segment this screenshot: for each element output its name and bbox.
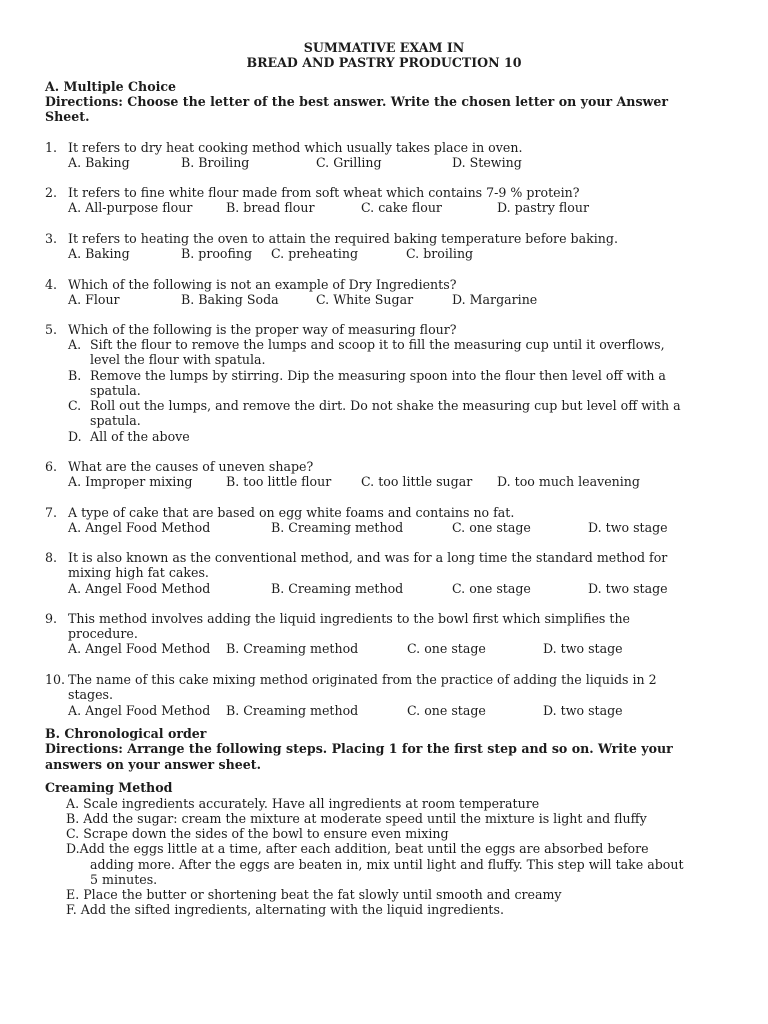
step-d-cont: adding more. After the eggs are beaten in, mix until light and fluffy. This step will take about (90, 857, 684, 872)
option-b: B. Creaming method (271, 581, 404, 596)
question-number: 4. (45, 277, 58, 292)
option-c-letter: C. (68, 398, 82, 413)
step-c: C. Scrape down the sides of the bowl to ensure even mixing (66, 826, 449, 841)
option-b: B. Broiling (181, 155, 250, 170)
option-b: B. Baking Soda (181, 292, 279, 307)
option-b-letter: B. (68, 368, 82, 383)
question-text: What are the causes of uneven shape? (68, 459, 314, 474)
step-d: D.Add the eggs little at a time, after each addition, beat until the eggs are absorbed before (66, 841, 649, 856)
option-d: C. broiling (406, 246, 474, 261)
question-number: 10. (45, 672, 66, 687)
option-c: Roll out the lumps, and remove the dirt. Do not shake the measuring cup but level off with a (90, 398, 681, 413)
option-d: D. too much leavening (497, 474, 640, 489)
option-c: C. one stage (407, 641, 486, 656)
question-text: It refers to fine white flour made from soft wheat which contains 7-9 % protein? (68, 185, 580, 200)
option-a: A. Angel Food Method (68, 703, 211, 718)
section-a-directions-cont: Sheet. (45, 109, 90, 124)
option-c: C. White Sugar (316, 292, 414, 307)
step-e: E. Place the butter or shortening beat the fat slowly until smooth and creamy (66, 887, 562, 902)
option-a-cont: level the flour with spatula. (90, 352, 266, 367)
option-c: C. cake flour (361, 200, 442, 215)
step-d-cont-2: 5 minutes. (90, 872, 158, 887)
option-c: C. one stage (452, 520, 531, 535)
section-b-directions: Directions: Arrange the following steps. Placing 1 for the first step and so on. Write your (45, 741, 673, 756)
option-c: C. Grilling (316, 155, 382, 170)
option-d: D. two stage (543, 641, 623, 656)
option-b: B. Creaming method (226, 641, 359, 656)
section-b-directions-cont: answers on your answer sheet. (45, 757, 261, 772)
option-c-cont: spatula. (90, 413, 141, 428)
question-text: It is also known as the conventional method, and was for a long time the standard method for (68, 550, 668, 565)
option-a: A. Improper mixing (68, 474, 193, 489)
question-text-cont: procedure. (68, 626, 138, 641)
question-number: 6. (45, 459, 58, 474)
step-a: A. Scale ingredients accurately. Have all ingredients at room temperature (66, 796, 540, 811)
option-b: B. too little flour (226, 474, 332, 489)
option-b-cont: spatula. (90, 383, 141, 398)
option-b: B. proofing (181, 246, 253, 261)
question-number: 3. (45, 231, 58, 246)
question-text: This method involves adding the liquid ingredients to the bowl first which simplifies the (68, 611, 631, 626)
option-a: A. Baking (68, 155, 130, 170)
section-a-directions: Directions: Choose the letter of the best answer. Write the chosen letter on your Answer (45, 94, 669, 109)
option-c: C. preheating (271, 246, 359, 261)
section-a-heading: A. Multiple Choice (45, 79, 177, 94)
option-a: A. All-purpose flour (68, 200, 193, 215)
option-b: B. Creaming method (271, 520, 404, 535)
question-number: 5. (45, 322, 58, 337)
question-text: A type of cake that are based on egg white foams and contains no fat. (68, 505, 515, 520)
option-b: B. Creaming method (226, 703, 359, 718)
question-number: 7. (45, 505, 58, 520)
question-text: Which of the following is not an example of Dry Ingredients? (68, 277, 457, 292)
question-number: 9. (45, 611, 58, 626)
question-text: The name of this cake mixing method originated from the practice of adding the liquids in 2 (68, 672, 657, 687)
option-a: A. Flour (68, 292, 120, 307)
option-a: A. Angel Food Method (68, 641, 211, 656)
question-text: It refers to dry heat cooking method which usually takes place in oven. (68, 140, 523, 155)
exam-title: SUMMATIVE EXAM IN (303, 40, 465, 55)
option-d-letter: D. (68, 429, 82, 444)
question-text: It refers to heating the oven to attain the required baking temperature before baking. (68, 231, 618, 246)
option-b: Remove the lumps by stirring. Dip the measuring spoon into the flour then level off with a (90, 368, 666, 383)
option-c: C. one stage (407, 703, 486, 718)
option-a-letter: A. (68, 337, 82, 352)
section-b-heading: B. Chronological order (45, 726, 207, 741)
step-b: B. Add the sugar: cream the mixture at moderate speed until the mixture is light and fluffy (66, 811, 647, 826)
creaming-method-heading: Creaming Method (45, 780, 173, 795)
option-b: B. bread flour (226, 200, 315, 215)
option-d: D. two stage (543, 703, 623, 718)
option-d: D. pastry flour (497, 200, 589, 215)
option-d: D. two stage (588, 520, 668, 535)
question-number: 1. (45, 140, 58, 155)
question-text: Which of the following is the proper way of measuring flour? (68, 322, 457, 337)
option-a: A. Baking (68, 246, 130, 261)
step-f: F. Add the sifted ingredients, alternating with the liquid ingredients. (66, 902, 504, 917)
option-d: D. Margarine (452, 292, 538, 307)
option-a: A. Angel Food Method (68, 520, 211, 535)
option-d: D. two stage (588, 581, 668, 596)
option-d: All of the above (90, 429, 190, 444)
question-number: 2. (45, 185, 58, 200)
question-number: 8. (45, 550, 58, 565)
question-text-cont: stages. (68, 687, 114, 702)
option-a: A. Angel Food Method (68, 581, 211, 596)
question-text-cont: mixing high fat cakes. (68, 565, 209, 580)
option-c: C. one stage (452, 581, 531, 596)
option-a: Sift the flour to remove the lumps and scoop it to fill the measuring cup until it overflows, (90, 337, 665, 352)
option-c: C. too little sugar (361, 474, 473, 489)
option-d: D. Stewing (452, 155, 522, 170)
exam-subject: BREAD AND PASTRY PRODUCTION 10 (246, 55, 522, 70)
